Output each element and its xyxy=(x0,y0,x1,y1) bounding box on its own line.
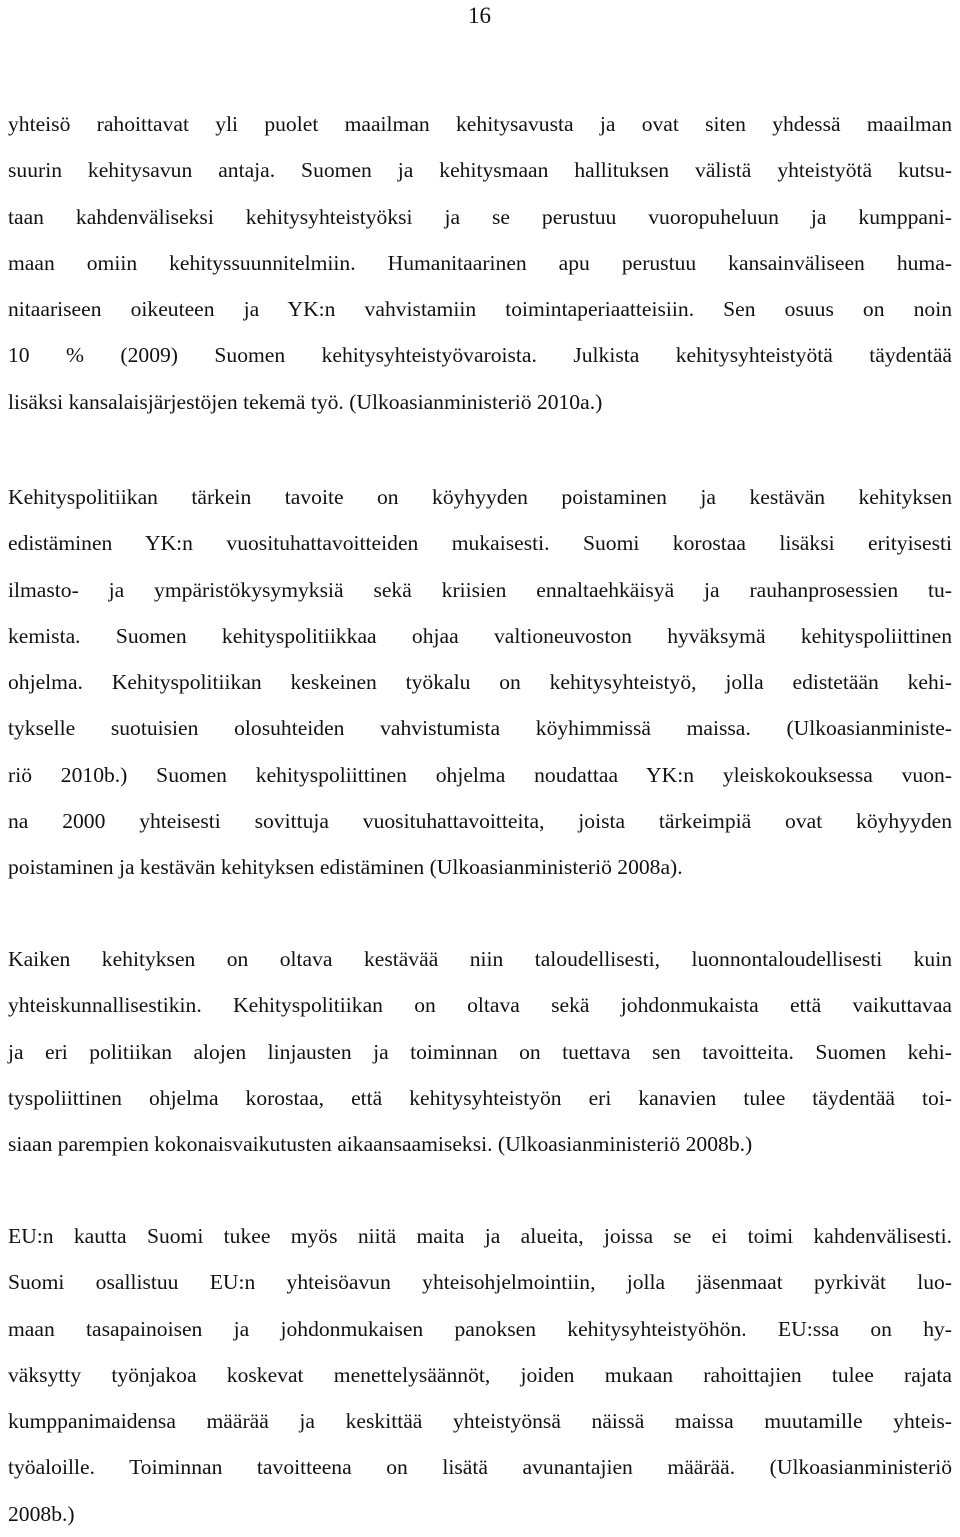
text-line: Kaiken kehityksen on oltava kestävää niin taloudellisesti, luonnontaloudellisesti kuin xyxy=(8,947,952,971)
text-line: ja eri politiikan alojen linjausten ja toiminnan on tuettava sen tavoitteita. Suomen kehi- xyxy=(8,1039,952,1064)
text-line: työaloille. Toiminnan tavoitteena on lisätä avunantajien määrää. (Ulkoasianministeriö xyxy=(8,1455,952,1480)
text-line: suurin kehitysavun antaja. Suomen ja kehitysmaan hallituksen välistä yhteistyötä kutsu- xyxy=(8,158,952,183)
text-line: ilmasto- ja ympäristökysymyksiä sekä kriisien ennaltaehkäisyä ja rauhanprosessien tu- xyxy=(8,577,952,602)
text-line: tyspoliittinen ohjelma korostaa, että kehitysyhteistyön eri kanavien tulee täydentää toi- xyxy=(8,1085,952,1110)
text-line: ohjelma. Kehityspolitiikan keskeinen työkalu on kehitysyhteistyö, jolla edistetään kehi- xyxy=(8,670,952,695)
paragraph-2 xyxy=(8,474,952,891)
text-line: 2008b.) xyxy=(8,1501,75,1526)
page-number: 16 xyxy=(468,3,491,28)
text-line: EU:n kautta Suomi tukee myös niitä maita ja alueita, joissa se ei toimi kahdenvälisesti. xyxy=(8,1224,952,1248)
paragraph-3 xyxy=(8,936,952,1167)
text-line: Kehityspolitiikan tärkein tavoite on köyhyyden poistaminen ja kestävän kehityksen xyxy=(8,485,952,509)
text-line: lisäksi kansalaisjärjestöjen tekemä työ. (Ulkoasianministeriö 2010a.) xyxy=(8,389,603,414)
text-line: kemista. Suomen kehityspolitiikkaa ohjaa valtioneuvoston hyväksymä kehityspoliittinen xyxy=(8,623,952,648)
text-line: yhteisö rahoittavat yli puolet maailman kehitysavusta ja ovat siten yhdessä maailman xyxy=(8,112,952,136)
text-line: nitaariseen oikeuteen ja YK:n vahvistamiin toimintaperiaatteisiin. Sen osuus on noin xyxy=(8,297,952,322)
text-line: maan omiin kehityssuunnitelmiin. Humanitaarinen apu perustuu kansainväliseen huma- xyxy=(8,250,952,275)
text-line: 10 % (2009) Suomen kehitysyhteistyövaroista. Julkista kehitysyhteistyötä täydentää xyxy=(8,343,952,368)
text-line: kumppanimaidensa määrää ja keskittää yhteistyönsä näissä maissa muutamille yhteis- xyxy=(8,1409,952,1434)
text-line: na 2000 yhteisesti sovittuja vuosituhattavoitteita, joista tärkeimpiä ovat köyhyyden xyxy=(8,809,952,834)
text-line: tykselle suotuisien olosuhteiden vahvistumista köyhimmissä maissa. (Ulkoasianministe- xyxy=(8,716,952,741)
text-line: siaan parempien kokonaisvaikutusten aikaansaamiseksi. (Ulkoasianministeriö 2008b.) xyxy=(8,1132,753,1157)
text-line: taan kahdenväliseksi kehitysyhteistyöksi ja se perustuu vuoropuheluun ja kumppani- xyxy=(8,204,952,229)
text-line: väksytty työnjakoa koskevat menettelysäännöt, joiden mukaan rahoittajien tulee rajata xyxy=(8,1362,952,1387)
paragraph-1 xyxy=(8,101,952,425)
text-line: riö 2010b.) Suomen kehityspoliittinen ohjelma noudattaa YK:n yleiskokouksessa vuon- xyxy=(8,762,952,787)
paragraph-4 xyxy=(8,1213,952,1537)
text-line: poistaminen ja kestävän kehityksen edistäminen (Ulkoasianministeriö 2008a). xyxy=(8,855,683,880)
text-line: maan tasapainoisen ja johdonmukaisen panoksen kehitysyhteistyöhön. EU:ssa on hy- xyxy=(8,1316,952,1341)
text-line: Suomi osallistuu EU:n yhteisöavun yhteisohjelmointiin, jolla jäsenmaat pyrkivät luo- xyxy=(8,1270,952,1295)
text-line: yhteiskunnallisestikin. Kehityspolitiikan on oltava sekä johdonmukaista että vaikuttavaa xyxy=(8,993,952,1018)
text-line: edistäminen YK:n vuosituhattavoitteiden mukaisesti. Suomi korostaa lisäksi erityisesti xyxy=(8,531,952,556)
